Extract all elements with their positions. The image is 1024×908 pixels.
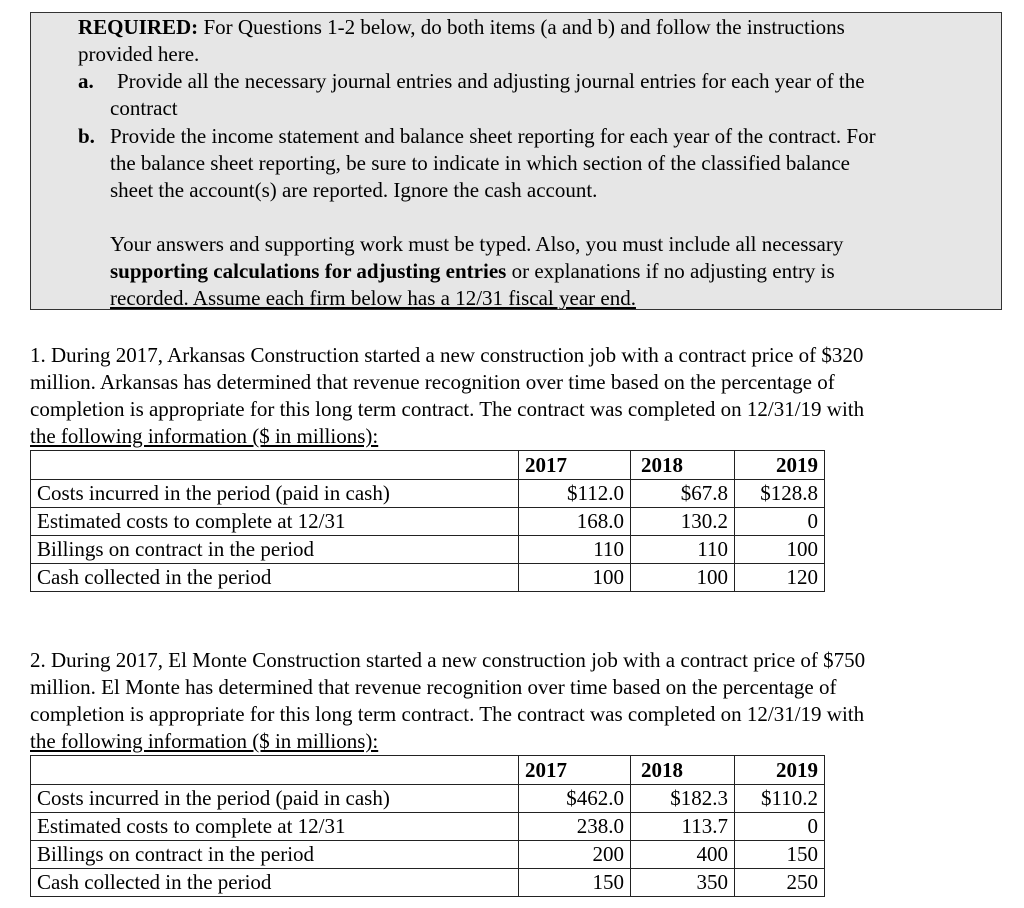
item-a-line2: contract [110,96,178,120]
table-row [31,841,825,869]
cell: 400 [631,841,735,869]
item-b-line1: Provide the income statement and balance sheet reporting for each year of the contract. For [110,124,876,148]
q2-year-2017: 2017 [519,756,631,785]
q2-line2: million. El Monte has determined that revenue recognition over time based on the percentage of [30,675,837,699]
cell: 120 [735,564,825,592]
cell: 250 [735,869,825,897]
q2-header-blank [31,756,519,785]
q1-line4: the following information ($ in millions): [30,424,379,448]
row-label: Estimated costs to complete at 12/31 [31,813,519,841]
cell: 238.0 [519,813,631,841]
q2-table [30,755,825,897]
item-a-line1: Provide all the necessary journal entries and adjusting journal entries for each year of the [117,69,865,93]
table-row [31,564,825,592]
cell: 100 [735,536,825,564]
cell: $110.2 [735,785,825,813]
q1-header-blank [31,451,519,480]
row-label: Costs incurred in the period (paid in cash) [31,480,519,508]
cell: $112.0 [519,480,631,508]
required-intro-line1: REQUIRED: For Questions 1-2 below, do both items (a and b) and follow the instructions [78,15,845,39]
q2-year-2019: 2019 [735,756,825,785]
cell: 100 [631,564,735,592]
q1-table [30,450,825,592]
q1-year-2017: 2017 [519,451,631,480]
row-label: Costs incurred in the period (paid in cash) [31,785,519,813]
note-line1: Your answers and supporting work must be typed. Also, you must include all necessary [110,232,844,256]
q1-year-2018: 2018 [631,451,735,480]
cell: 150 [519,869,631,897]
required-heading: REQUIRED: [78,15,199,39]
row-label: Estimated costs to complete at 12/31 [31,508,519,536]
q1-year-2019: 2019 [735,451,825,480]
q1-line3: completion is appropriate for this long term contract. The contract was completed on 12/31/19 with [30,397,865,421]
cell: 0 [735,508,825,536]
cell: $182.3 [631,785,735,813]
q1-table-header [31,451,825,480]
cell: 150 [735,841,825,869]
q2-line4: the following information ($ in millions): [30,729,379,753]
cell: 0 [735,813,825,841]
cell: 168.0 [519,508,631,536]
cell: 200 [519,841,631,869]
required-intro-line2: provided here. [78,42,200,66]
q2-table-header [31,756,825,785]
row-label: Cash collected in the period [31,869,519,897]
item-b-line2: the balance sheet reporting, be sure to indicate in which section of the classified balance [110,151,850,175]
cell: 110 [519,536,631,564]
q2-line1: 2. During 2017, El Monte Construction started a new construction job with a contract price of $750 [30,648,866,672]
cell: 100 [519,564,631,592]
cell: 113.7 [631,813,735,841]
table-row [31,536,825,564]
cell: 130.2 [631,508,735,536]
table-row [31,813,825,841]
table-row [31,508,825,536]
table-row [31,869,825,897]
cell: $128.8 [735,480,825,508]
q2-year-2018: 2018 [631,756,735,785]
q1-line2: million. Arkansas has determined that revenue recognition over time based on the percentage of [30,370,835,394]
note-line3: recorded. Assume each firm below has a 12/31 fiscal year end. [110,286,636,310]
note-line2: supporting calculations for adjusting entries or explanations if no adjusting entry is [110,259,835,283]
row-label: Cash collected in the period [31,564,519,592]
item-b-marker: b. [78,124,95,148]
table-row [31,785,825,813]
item-a-marker: a. [78,69,94,93]
cell: 350 [631,869,735,897]
cell: 110 [631,536,735,564]
q2-line3: completion is appropriate for this long term contract. The contract was completed on 12/31/19 with [30,702,865,726]
item-b-line3: sheet the account(s) are reported. Ignore the cash account. [110,178,598,202]
cell: $462.0 [519,785,631,813]
q1-line1: 1. During 2017, Arkansas Construction started a new construction job with a contract price of $320 [30,343,864,367]
row-label: Billings on contract in the period [31,536,519,564]
table-row [31,480,825,508]
row-label: Billings on contract in the period [31,841,519,869]
cell: $67.8 [631,480,735,508]
